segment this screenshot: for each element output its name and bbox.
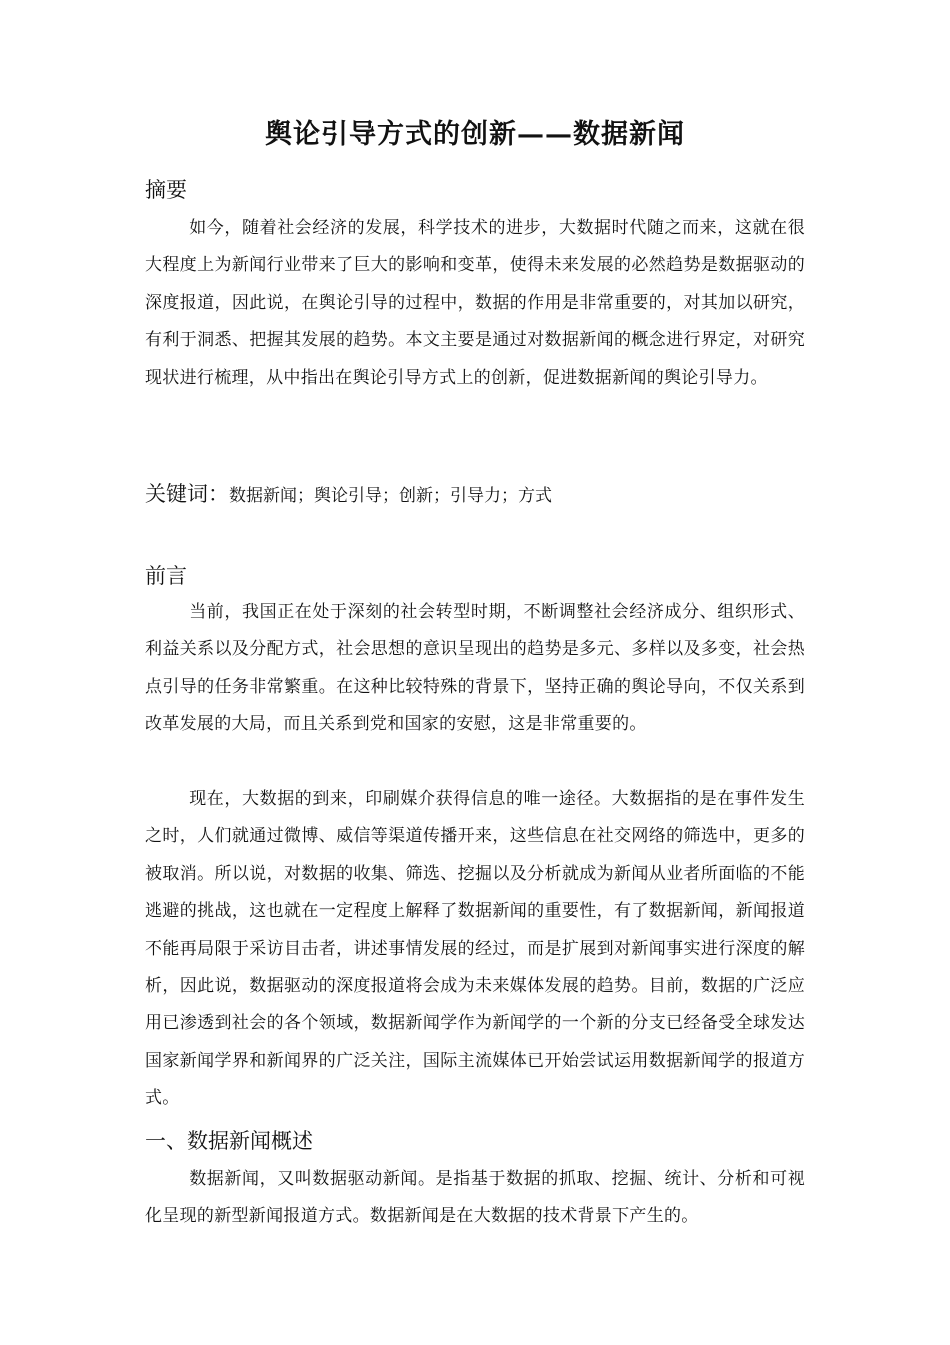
document-title: 舆论引导方式的创新——数据新闻 <box>265 119 685 150</box>
section-1-paragraph: 数据新闻，又叫数据驱动新闻。是指基于数据的抓取、挖掘、统计、分析和可视化呈现的新型新闻报道方式。数据新闻是在大数据的技术背景下产生的。 <box>145 1169 805 1227</box>
abstract-heading: 摘要 <box>145 178 187 202</box>
abstract-paragraph: 如今，随着社会经济的发展，科学技术的进步，大数据时代随之而来，这就在很大程度上为新闻行业带来了巨大的影响和变革，使得未来发展的必然趋势是数据驱动的深度报道，因此说，在舆论引导的过程中，数据的作用是非常重要的，对其加以研究，有利于洞悉、把握其发展的趋势。本文主要是通过对数据新闻的概念进行界定，对研究现状进行梳理，从中指出在舆论引导方式上的创新，促进数据新闻的舆论引导力。 <box>145 218 805 388</box>
preface-paragraph-2: 现在，大数据的到来，印刷媒介获得信息的唯一途径。大数据指的是在事件发生之时，人们就通过微博、威信等渠道传播开来，这些信息在社交网络的筛选中，更多的被取消。所以说，对数据的收集、筛选、挖掘以及分析就成为新闻从业者所面临的不能逃避的挑战，这也就在一定程度上解释了数据新闻的重要性，有了数据新闻，新闻报道不能再局限于采访目击者，讲述事情发展的经过，而是扩展到对新闻事实进行深度的解析，因此说，数据驱动的深度报道将会成为未来媒体发展的趋势。目前，数据的广泛应用已渗透到社会的各个领域，数据新闻学作为新闻学的一个新的分支已经备受全球发达国家新闻学界和新闻界的广泛关注，国际主流媒体已开始尝试运用数据新闻学的报道方式。 <box>145 789 805 1109</box>
keywords-text: 数据新闻；舆论引导；创新；引导力；方式 <box>229 486 552 506</box>
keywords-label: 关键词： <box>145 482 229 506</box>
preface-paragraph-1: 当前，我国正在处于深刻的社会转型时期，不断调整社会经济成分、组织形式、利益关系以及分配方式，社会思想的意识呈现出的趋势是多元、多样以及多变，社会热点引导的任务非常繁重。在这种比较特殊的背景下，坚持正确的舆论导向，不仅关系到改革发展的大局，而且关系到党和国家的安慰，这是非常重要的。 <box>145 602 805 735</box>
section-1-heading: 一、数据新闻概述 <box>145 1129 313 1153</box>
preface-heading: 前言 <box>145 564 187 588</box>
keywords-line <box>145 478 552 508</box>
